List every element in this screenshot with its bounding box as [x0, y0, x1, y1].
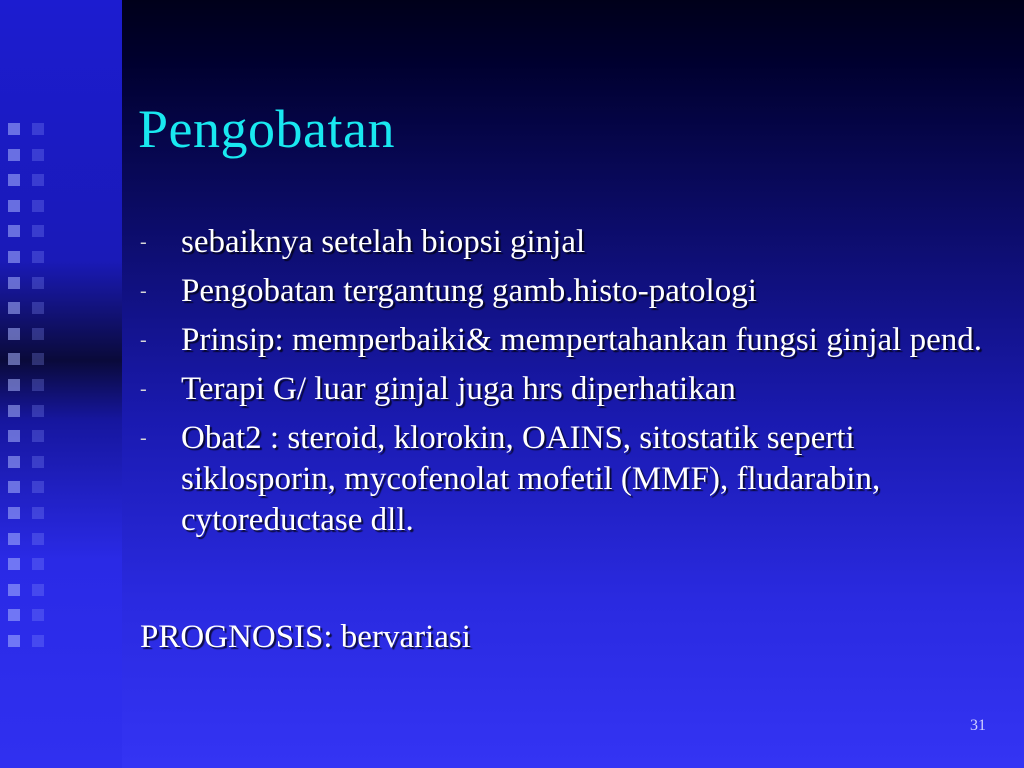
bullet-item [140, 271, 990, 312]
decorative-square [32, 379, 44, 391]
bullet-marker: - [140, 280, 147, 302]
decorative-square [32, 200, 44, 212]
bullet-marker: - [140, 329, 147, 351]
decorative-square [8, 328, 20, 340]
bullet-marker: - [140, 427, 147, 449]
decorative-square [32, 456, 44, 468]
bullet-text: Prinsip: memperbaiki& mempertahankan fungsi ginjal pend. [181, 322, 982, 358]
decorative-square [32, 481, 44, 493]
decorative-square [8, 353, 20, 365]
bullet-item [140, 418, 990, 541]
decorative-square [8, 251, 20, 263]
decorative-square [32, 635, 44, 647]
decorative-square [32, 430, 44, 442]
decorative-squares-column [8, 123, 26, 660]
decorative-square [8, 277, 20, 289]
decorative-square [8, 430, 20, 442]
decorative-square [8, 200, 20, 212]
decorative-square [32, 302, 44, 314]
decorative-square [32, 149, 44, 161]
decorative-square [32, 123, 44, 135]
decorative-square [8, 584, 20, 596]
decorative-square [32, 609, 44, 621]
decorative-square [32, 584, 44, 596]
slide-title: Pengobatan [138, 99, 395, 159]
left-decorative-strip [0, 0, 122, 768]
decorative-square [32, 225, 44, 237]
bullet-marker: - [140, 378, 147, 400]
decorative-square [32, 558, 44, 570]
bullet-text: Pengobatan tergantung gamb.histo-patologi [181, 273, 757, 309]
bullet-item [140, 222, 990, 263]
slide-number: 31 [970, 717, 986, 734]
decorative-square [32, 405, 44, 417]
decorative-square [8, 379, 20, 391]
decorative-square [32, 507, 44, 519]
decorative-square [32, 277, 44, 289]
decorative-square [32, 174, 44, 186]
bullet-text: sebaiknya setelah biopsi ginjal [181, 224, 586, 260]
decorative-squares-column [32, 123, 50, 660]
bullet-text: Terapi G/ luar ginjal juga hrs diperhatikan [181, 371, 736, 407]
bullet-item [140, 320, 990, 361]
decorative-square [8, 481, 20, 493]
decorative-square [8, 635, 20, 647]
decorative-square [8, 149, 20, 161]
decorative-square [32, 328, 44, 340]
bullet-list [140, 222, 990, 549]
bullet-item [140, 369, 990, 410]
decorative-square [8, 225, 20, 237]
decorative-square [8, 123, 20, 135]
decorative-square [32, 251, 44, 263]
decorative-square [8, 302, 20, 314]
decorative-square [8, 405, 20, 417]
decorative-square [8, 456, 20, 468]
bullet-marker: - [140, 231, 147, 253]
decorative-square [8, 558, 20, 570]
bullet-text: Obat2 : steroid, klorokin, OAINS, sitostatik seperti siklosporin, mycofenolat mofetil (MMF), fludarabin, cytoreductase dll. [181, 420, 881, 538]
decorative-square [8, 609, 20, 621]
decorative-square [8, 174, 20, 186]
prognosis-line: PROGNOSIS: bervariasi [140, 619, 471, 655]
decorative-square [8, 507, 20, 519]
decorative-square [32, 353, 44, 365]
decorative-square [8, 533, 20, 545]
decorative-square [32, 533, 44, 545]
